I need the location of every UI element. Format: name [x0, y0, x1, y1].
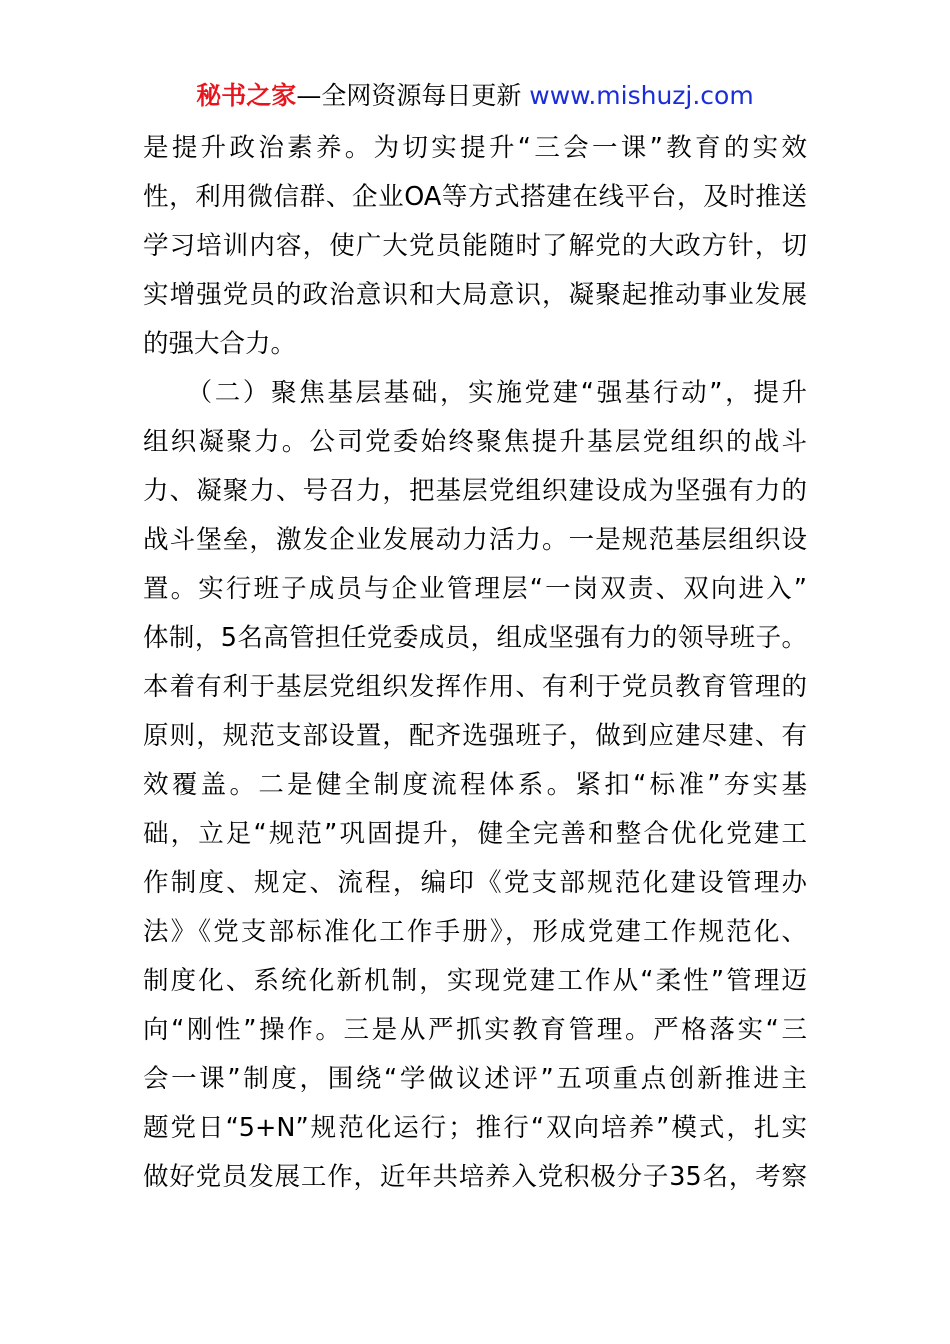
text-line: 制度化、系统化新机制，实现党建工作从“柔性”管理迈 — [143, 966, 807, 996]
text-line: 作制度、规定、流程，编印《党支部规范化建设管理办 — [143, 868, 807, 898]
text-line: 组织凝聚力。公司党委始终聚焦提升基层党组织的战斗 — [143, 427, 807, 457]
text-line: 体制，5名高管担任党委成员，组成坚强有力的领导班子。 — [143, 623, 807, 653]
text-line: 础，立足“规范”巩固提升，健全完善和整合优化党建工 — [143, 819, 807, 849]
text-line: 性，利用微信群、企业OA等方式搭建在线平台，及时推送 — [143, 182, 807, 212]
text-line: 原则，规范支部设置，配齐选强班子，做到应建尽建、有 — [143, 721, 807, 751]
text-line: 会一课”制度，围绕“学做议述评”五项重点创新推进主 — [143, 1064, 807, 1094]
text-line: 本着有利于基层党组织发挥作用、有利于党员教育管理的 — [143, 672, 807, 702]
text-line: （二）聚焦基层基础，实施党建“强基行动”，提升 — [143, 378, 807, 408]
text-line: 实增强党员的政治意识和大局意识，凝聚起推动事业发展 — [143, 280, 807, 310]
text-line: 题党日“5+N”规范化运行；推行“双向培养”模式，扎实 — [143, 1113, 807, 1143]
text-line: 法》《党支部标准化工作手册》，形成党建工作规范化、 — [143, 917, 807, 947]
text-line: 力、凝聚力、号召力，把基层党组织建设成为坚强有力的 — [143, 476, 807, 506]
text-line: 向“刚性”操作。三是从严抓实教育管理。严格落实“三 — [143, 1015, 807, 1045]
site-brand: 秘书之家 — [196, 81, 297, 110]
document-body — [143, 124, 807, 1202]
site-url-link[interactable]: www.mishuzj.com — [529, 81, 754, 110]
text-line: 学习培训内容，使广大党员能随时了解党的大政方针，切 — [143, 231, 807, 261]
text-line: 的强大合力。 — [143, 329, 297, 359]
text-line: 做好党员发展工作，近年共培养入党积极分子35名，考察 — [143, 1162, 807, 1192]
site-tagline: —全网资源每日更新 — [296, 81, 522, 110]
text-line: 是提升政治素养。为切实提升“三会一课”教育的实效 — [143, 133, 807, 163]
text-line: 战斗堡垒，激发企业发展动力活力。一是规范基层组织设 — [143, 525, 807, 555]
text-line: 置。实行班子成员与企业管理层“一岗双责、双向进入” — [143, 574, 807, 604]
text-line: 效覆盖。二是健全制度流程体系。紧扣“标准”夯实基 — [143, 770, 807, 800]
site-header — [0, 80, 950, 112]
